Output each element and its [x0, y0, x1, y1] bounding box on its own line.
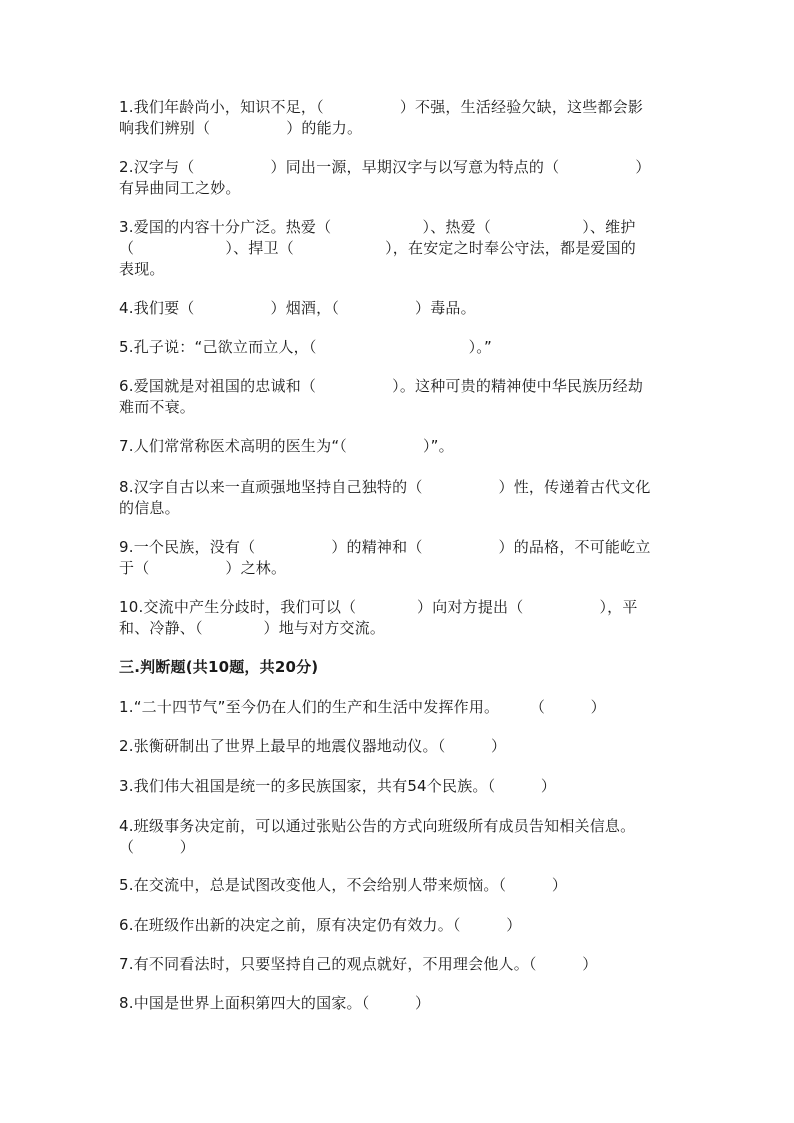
fill-blank-q9 [119, 537, 679, 579]
fill-blank-q4 [119, 298, 679, 319]
text-line: 于（ ）之林。 [119, 559, 287, 577]
text-line: 2.汉字与（ ）同出一源，早期汉字与以写意为特点的（ ） [119, 158, 651, 176]
text-line: 1.我们年龄尚小，知识不足，（ ）不强，生活经验欠缺，这些都会影 [119, 98, 644, 116]
text-line: （ ）、捍卫（ ），在安定之时奉公守法，都是爱国的 [119, 239, 637, 257]
text-line: 3.我们伟大祖国是统一的多民族国家，共有54个民族。（ ） [119, 777, 557, 795]
judge-q5 [119, 875, 679, 896]
text-line: 表现。 [119, 260, 165, 278]
judge-q4 [119, 816, 679, 858]
text-line: 9.一个民族，没有（ ）的精神和（ ）的品格，不可能屹立 [119, 538, 651, 556]
text-line: 难而不衰。 [119, 398, 196, 416]
judge-q8 [119, 993, 679, 1014]
fill-blank-q10 [119, 597, 679, 639]
text-line: 8.中国是世界上面积第四大的国家。（ ） [119, 994, 431, 1012]
fill-blank-q5 [119, 337, 679, 358]
fill-blank-q6 [119, 376, 679, 418]
fill-blank-q7 [119, 436, 679, 457]
judge-q1 [119, 697, 679, 718]
text-line: 6.爱国就是对祖国的忠诚和（ ）。这种可贵的精神使中华民族历经劫 [119, 377, 644, 395]
text-line: 6.在班级作出新的决定之前，原有决定仍有效力。（ ） [119, 916, 522, 934]
judge-q7 [119, 954, 679, 975]
text-line: 7.人们常常称医术高明的医生为“（ ）”。 [119, 437, 454, 455]
text-line: 5.在交流中，总是试图改变他人，不会给别人带来烦恼。（ ） [119, 876, 568, 894]
text-line: 1.“二十四节气”至今仍在人们的生产和生活中发挥作用。 （ ） [119, 698, 606, 716]
text-line: 4.我们要（ ）烟酒，（ ）毒品。 [119, 299, 476, 317]
text-line: 有异曲同工之妙。 [119, 179, 241, 197]
text-line: 2.张衡研制出了世界上最早的地震仪器地动仪。（ ） [119, 737, 507, 755]
fill-blank-q1 [119, 97, 679, 139]
text-line: （ ） [119, 838, 196, 856]
text-line: 5.孔子说：“己欲立而立人，（ ）。” [119, 338, 492, 356]
text-line: 4.班级事务决定前，可以通过张贴公告的方式向班级所有成员告知相关信息。 [119, 817, 636, 835]
text-line: 的信息。 [119, 499, 180, 517]
text-line: 8.汉字自古以来一直顽强地坚持自己独特的（ ）性，传递着古代文化 [119, 478, 651, 496]
text-line: 10.交流中产生分歧时，我们可以（ ）向对方提出（ ），平 [119, 598, 638, 616]
fill-blank-q3 [119, 217, 679, 280]
text-line: 3.爱国的内容十分广泛。热爱（ ）、热爱（ ）、维护 [119, 218, 636, 236]
text-line: 响我们辨别（ ）的能力。 [119, 119, 363, 137]
text-line: 和、冷静、（ ）地与对方交流。 [119, 619, 386, 637]
section-heading-judge: 三.判断题(共10题，共20分) [119, 658, 319, 676]
judge-q3 [119, 776, 679, 797]
judge-q2 [119, 736, 679, 757]
judge-q6 [119, 915, 679, 936]
fill-blank-q2 [119, 157, 679, 199]
text-line: 7.有不同看法时，只要坚持自己的观点就好，不用理会他人。（ ） [119, 955, 598, 973]
fill-blank-q8 [119, 477, 679, 519]
